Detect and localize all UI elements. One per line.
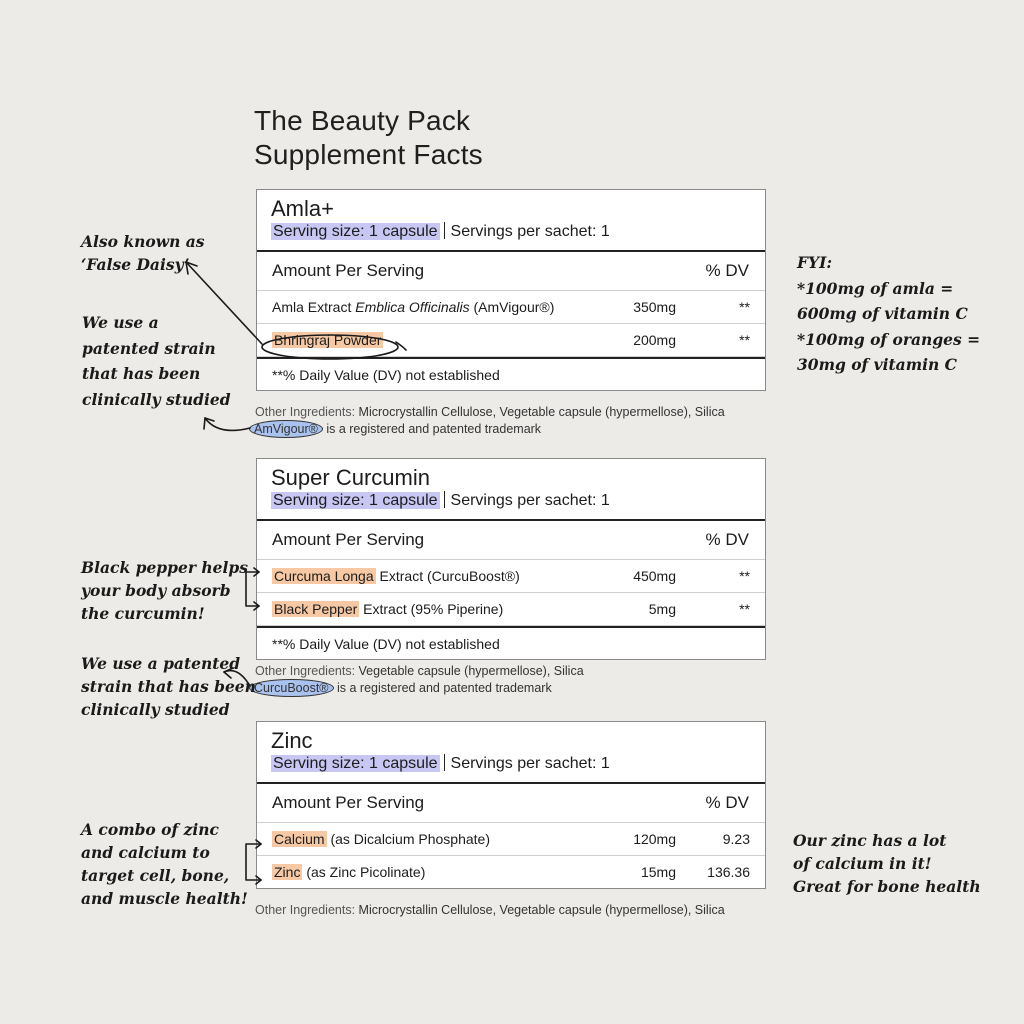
ingredient-name: Curcuma Longa Extract (CurcuBoost®) bbox=[274, 568, 520, 584]
table-row bbox=[257, 593, 765, 626]
ingredient-name: Calcium (as Dicalcium Phosphate) bbox=[274, 831, 490, 847]
ingredient-amount: 120mg bbox=[633, 831, 676, 847]
ingredient-amount: 200mg bbox=[633, 332, 676, 348]
table-row bbox=[257, 560, 765, 593]
dv-footnote: **% Daily Value (DV) not established bbox=[257, 357, 765, 390]
ingredient-dv: ** bbox=[739, 601, 750, 617]
ingredient-dv: ** bbox=[739, 299, 750, 315]
amla-serving bbox=[271, 222, 751, 242]
zinc-panel bbox=[256, 721, 766, 889]
note-false-daisy: Also known as ‘False Daisy’ bbox=[81, 232, 205, 274]
ingredient-dv: ** bbox=[739, 332, 750, 348]
amla-servings-per-sachet: Servings per sachet: 1 bbox=[450, 223, 610, 240]
curcumin-panel bbox=[256, 458, 766, 660]
ingredient-amount: 450mg bbox=[633, 568, 676, 584]
ingredient-dv: 136.36 bbox=[707, 864, 750, 880]
table-row bbox=[257, 324, 765, 357]
amla-serving-size: Serving size: 1 capsule bbox=[273, 223, 438, 240]
ingredient-amount: 350mg bbox=[633, 299, 676, 315]
amla-amount-header bbox=[257, 252, 765, 291]
table-row bbox=[257, 856, 765, 888]
curcumin-other-ingredients: Other Ingredients: Vegetable capsule (hypermellose), Silica CurcuBoost® is a registered and patented trademark bbox=[255, 663, 584, 697]
dv-footnote: **% Daily Value (DV) not established bbox=[257, 626, 765, 659]
note-black-pepper: Black pepper helps your body absorb the curcumin! bbox=[81, 558, 248, 623]
note-fyi: FYI: *100mg of amla = 600mg of vitamin C *100mg of oranges = 30mg of vitamin C bbox=[797, 253, 981, 374]
note-zinc-bone-health: Our zinc has a lot of calcium in it! Great for bone health bbox=[793, 831, 981, 896]
zinc-other-ingredients: Other Ingredients: Microcrystallin Cellulose, Vegetable capsule (hypermellose), Silica bbox=[255, 903, 725, 917]
curcumin-panel-title: Super Curcumin bbox=[271, 465, 430, 490]
ingredient-name: Black Pepper Extract (95% Piperine) bbox=[274, 601, 504, 617]
zinc-serving: Serving size: 1 capsule Servings per sachet: 1 bbox=[273, 755, 610, 772]
curcumin-serving: Serving size: 1 capsule Servings per sachet: 1 bbox=[273, 492, 610, 509]
ingredient-amount: 15mg bbox=[640, 864, 676, 880]
note-patented-strain-amla: We use a patented strain that has been clinically studied bbox=[82, 313, 231, 409]
curcumin-panel-header bbox=[257, 459, 765, 521]
amvigour-arrow bbox=[205, 418, 250, 430]
amla-panel-header bbox=[257, 190, 765, 252]
amla-other-ingredients: Other Ingredients: Microcrystallin Cellulose, Vegetable capsule (hypermellose), Silica AmVigour® is a registered and patented trademark bbox=[255, 404, 725, 438]
title-line-2: Supplement Facts bbox=[254, 139, 483, 170]
ingredient-dv: 9.23 bbox=[722, 831, 750, 847]
zinc-amount-header: Amount Per Serving % DV bbox=[257, 784, 765, 823]
zinc-panel-title: Zinc bbox=[271, 728, 313, 753]
ingredient-name: Bhringraj Powder bbox=[274, 332, 382, 348]
curcuboost-trademark: CurcuBoost® bbox=[249, 679, 334, 697]
curcumin-amount-header: Amount Per Serving % DV bbox=[257, 521, 765, 560]
amvigour-trademark: AmVigour® bbox=[249, 420, 323, 438]
dv-label: % DV bbox=[705, 261, 749, 280]
amla-panel bbox=[256, 189, 766, 391]
amla-panel-title: Amla+ bbox=[271, 196, 334, 221]
ingredient-dv: ** bbox=[739, 568, 750, 584]
amount-per-serving-label: Amount Per Serving bbox=[272, 261, 425, 280]
note-zinc-calcium-combo: A combo of zinc and calcium to target cell, bone, and muscle health! bbox=[81, 820, 248, 908]
zinc-panel-header bbox=[257, 722, 765, 784]
table-row bbox=[257, 823, 765, 856]
title-line-1: The Beauty Pack bbox=[254, 105, 471, 136]
note-patented-strain-curcumin: We use a patented strain that has been clinically studied bbox=[81, 654, 256, 719]
ingredient-name: Amla Extract Emblica Officinalis (AmVigour®) bbox=[272, 299, 555, 315]
ingredient-amount: 5mg bbox=[648, 601, 676, 617]
page-title bbox=[254, 104, 483, 172]
ingredient-name: Zinc (as Zinc Picolinate) bbox=[274, 864, 426, 880]
table-row bbox=[257, 291, 765, 324]
